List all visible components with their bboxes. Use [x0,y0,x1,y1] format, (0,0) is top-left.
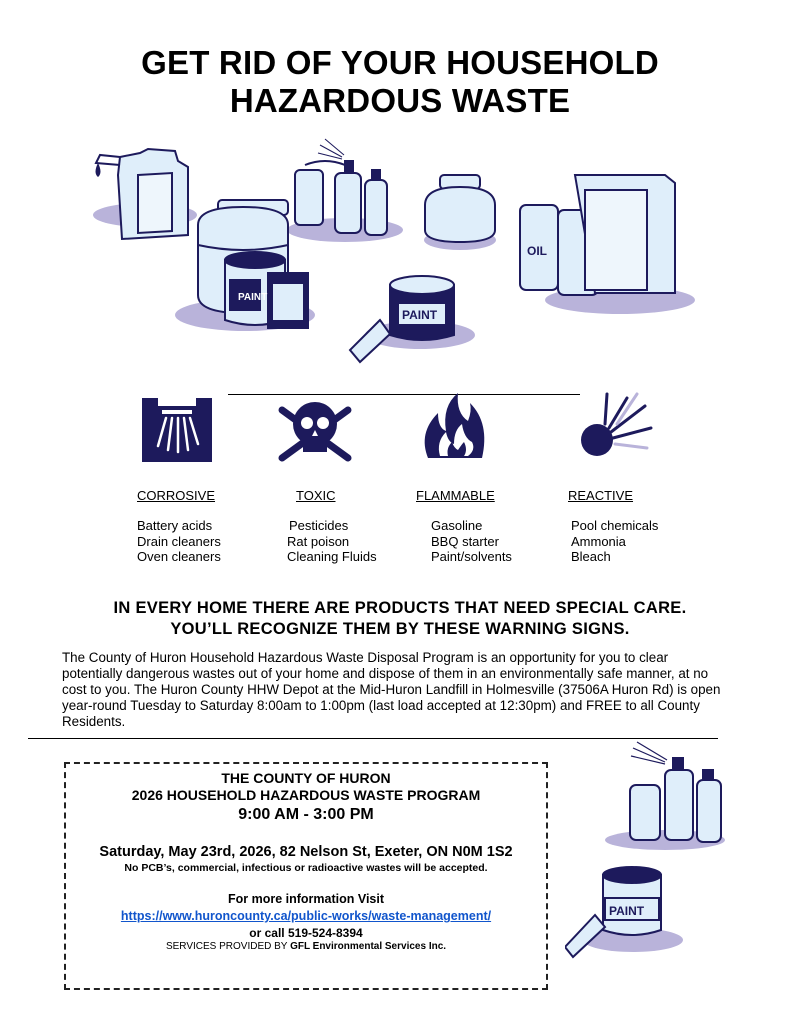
waste-management-link[interactable]: https://www.huroncounty.ca/public-works/waste-management/ [120,909,492,923]
list-item: Battery acids [137,518,213,533]
paint-label-side: PAINT [609,904,645,918]
paint-label-left: PAINT [238,292,268,303]
list-item: Gasoline [431,518,483,533]
info-label: For more information Visit [227,892,385,906]
title-line-1: GET RID OF YOUR HOUSEHOLD [141,44,659,81]
event-hours: 9:00 AM - 3:00 PM [238,806,374,823]
page-title [0,44,800,120]
side-products-illustration [565,740,740,975]
category-flammable: FLAMMABLE [416,488,495,503]
headline-line-2: YOU’LL RECOGNIZE THEM BY THESE WARNING SIGNS. [170,620,630,638]
section-divider [28,738,718,739]
corrosive-items [137,518,221,565]
flammable-items [431,518,512,565]
list-item: Ammonia [571,533,626,549]
household-products-illustration [80,135,720,380]
headline-line-1: IN EVERY HOME THERE ARE PRODUCTS THAT NEED SPECIAL CARE. [113,599,687,617]
flame-icon [410,388,500,468]
services-company: GFL Environmental Services Inc. [290,941,447,952]
event-program: 2026 HOUSEHOLD HAZARDOUS WASTE PROGRAM [131,787,481,803]
list-item: Cleaning Fluids [287,549,377,564]
event-org: THE COUNTY OF HURON [221,770,391,786]
toxic-items [287,518,377,565]
list-item: Drain cleaners [137,533,221,549]
list-item: Pesticides [289,518,349,533]
warning-headline [0,598,800,640]
paint-label-center: PAINT [402,308,438,322]
category-reactive: REACTIVE [568,488,634,503]
program-description: The County of Huron Household Hazardous Waste Disposal Program is an opportunity for you to clear potentially dangerous wastes out of your home and dispose of them in an environmentally safe manner, at no cost to you. The Huron County HHW Depot at the Mid-Huron Landfill in Holmesville (37506A Huron Rd) is open year-round Tuesday to Saturday 8:00am to 1:00pm (last load accepted at 12:30pm) and FREE to all County Residents. [62,650,721,729]
reactive-items [571,518,658,565]
category-corrosive: CORROSIVE [137,488,216,503]
services-prefix: SERVICES PROVIDED BY [165,941,288,952]
list-item: Paint/solvents [431,549,512,564]
list-item: Pool chemicals [571,518,659,533]
corrosive-icon [132,388,222,468]
services-provider [66,941,546,952]
oil-label: OIL [527,244,547,258]
event-date-location: Saturday, May 23rd, 2026, 82 Nelson St, Exeter, ON N0M 1S2 [99,844,513,860]
list-item: Oven cleaners [137,549,221,564]
event-exclusions: No PCB’s, commercial, infectious or radioactive wastes will be accepted. [124,862,488,874]
list-item: Rat poison [287,533,350,549]
phone-number: or call 519-524-8394 [249,926,363,940]
skull-crossbones-icon [270,388,360,468]
event-info-box [64,762,548,990]
category-toxic: TOXIC [296,488,336,503]
list-item: BBQ starter [431,533,499,549]
title-line-2: HAZARDOUS WASTE [229,82,571,119]
list-item: Bleach [571,549,611,564]
explosion-icon [565,388,655,468]
